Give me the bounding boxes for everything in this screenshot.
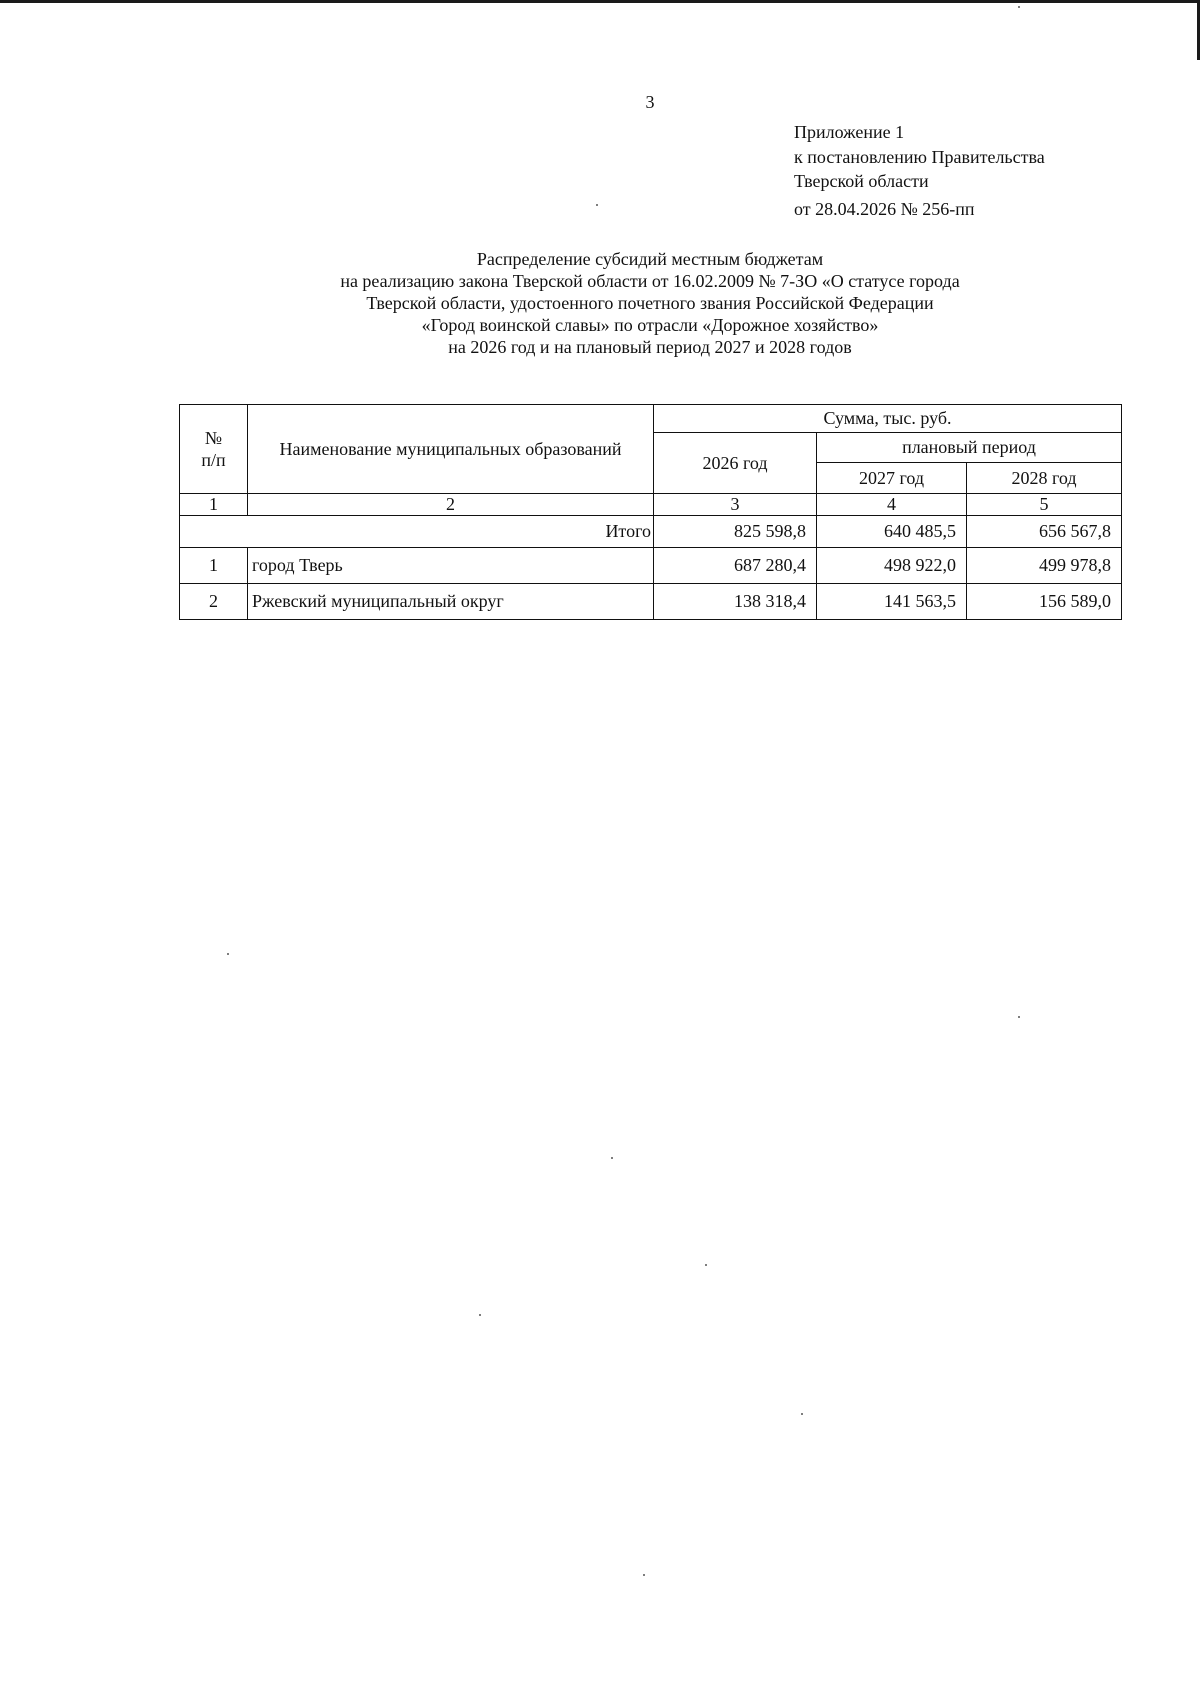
row-num: 2 — [180, 584, 248, 620]
title-line-2: на реализацию закона Тверской области от 16.02.2009 № 7-ЗО «О статусе города — [340, 271, 960, 291]
header-2028: 2028 год — [967, 463, 1122, 494]
scan-speck — [643, 1574, 645, 1576]
title-line-4: «Город воинской славы» по отрасли «Дорожное хозяйство» — [421, 315, 879, 335]
table-row-total — [180, 516, 1122, 548]
total-label: Итого — [180, 516, 654, 548]
row-value-2026: 687 280,4 — [654, 548, 817, 584]
col-number-1: 1 — [180, 494, 248, 516]
annex-line-2: к постановлению Правительства — [794, 146, 1045, 167]
col-number-4: 4 — [817, 494, 967, 516]
scan-speck — [611, 1157, 613, 1159]
title-line-3: Тверской области, удостоенного почетного звания Российской Федерации — [366, 293, 934, 313]
page-number: 3 — [645, 92, 655, 112]
annex-line-3: Тверской области — [794, 171, 929, 191]
row-name: Ржевский муниципальный округ — [248, 584, 654, 620]
row-value-2028: 156 589,0 — [967, 584, 1122, 620]
row-name: город Тверь — [248, 548, 654, 584]
table-row — [180, 584, 1122, 620]
scan-speck — [227, 953, 229, 955]
row-value-2026: 138 318,4 — [654, 584, 817, 620]
annex-line-4: от 28.04.2026 № 256-пп — [794, 198, 975, 219]
total-2027: 640 485,5 — [817, 516, 967, 548]
header-2026: 2026 год — [654, 433, 817, 494]
total-2026: 825 598,8 — [654, 516, 817, 548]
header-num: № п/п — [180, 405, 248, 494]
scan-speck — [1018, 1016, 1020, 1018]
header-2027: 2027 год — [817, 463, 967, 494]
row-value-2028: 499 978,8 — [967, 548, 1122, 584]
scan-speck — [1018, 6, 1020, 8]
col-number-5: 5 — [967, 494, 1122, 516]
table-row — [180, 548, 1122, 584]
title-line-1: Распределение субсидий местным бюджетам — [476, 249, 824, 269]
header-planned: плановый период — [817, 433, 1122, 463]
col-number-3: 3 — [654, 494, 817, 516]
annex-line-1: Приложение 1 — [794, 122, 905, 142]
document-title — [0, 248, 1200, 358]
total-2028: 656 567,8 — [967, 516, 1122, 548]
row-value-2027: 141 563,5 — [817, 584, 967, 620]
scan-edge-top — [0, 0, 1200, 3]
distribution-table — [179, 404, 1122, 620]
col-number-2: 2 — [248, 494, 654, 516]
scan-speck — [479, 1314, 481, 1316]
title-line-5: на 2026 год и на плановый период 2027 и 2028 годов — [448, 337, 852, 357]
header-name: Наименование муниципальных образований — [248, 405, 654, 494]
scan-speck — [801, 1413, 803, 1415]
row-value-2027: 498 922,0 — [817, 548, 967, 584]
scan-speck — [705, 1264, 707, 1266]
scan-speck — [596, 204, 598, 206]
header-sum: Сумма, тыс. руб. — [654, 405, 1122, 433]
row-num: 1 — [180, 548, 248, 584]
annex-block — [794, 120, 1045, 221]
